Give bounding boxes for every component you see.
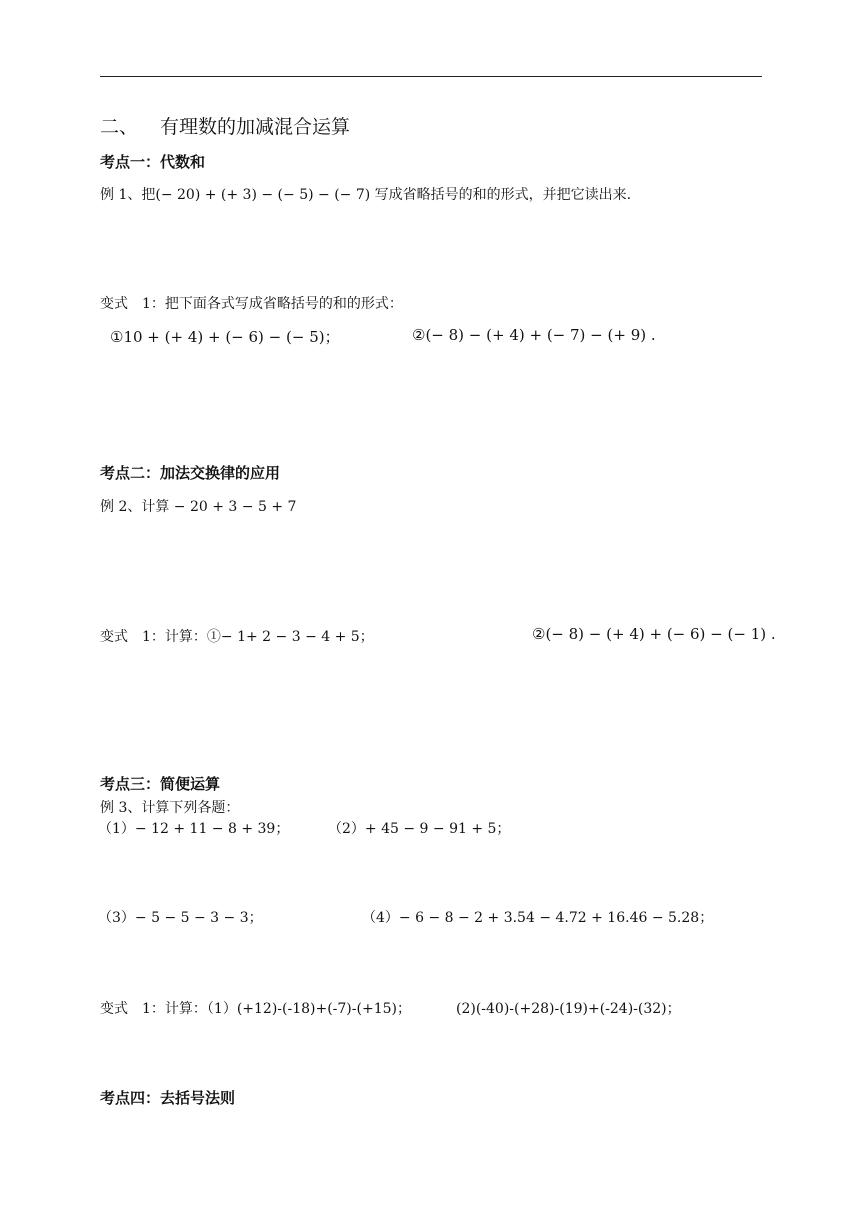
- example-1: 例 1、把(− 20) + (+ 3) − (− 5) − (− 7) 写成省略括号的和的形式，并把它读出来.: [100, 187, 632, 203]
- example-3-item-2: （2）+ 45 − 9 − 91 + 5；: [328, 821, 511, 837]
- section-number: 二、: [100, 116, 139, 138]
- topic4-heading: 考点四：去括号法则: [100, 1089, 236, 1107]
- section-heading: [100, 112, 350, 139]
- variant-2-expr-a: 变式 1：计算：①− 1+ 2 − 3 − 4 + 5；: [100, 629, 374, 645]
- example-3-item-1: （1）− 12 + 11 − 8 + 39；: [98, 821, 290, 837]
- variant-2-expr-b: ②(− 8) − (+ 4) + (− 6) − (− 1) .: [532, 625, 776, 643]
- example-2: 例 2、计算 − 20 + 3 − 5 + 7: [100, 499, 297, 515]
- example-3: 例 3、计算下列各题：: [100, 800, 240, 816]
- variant-1-expr-a: ①10 + (+ 4) + (− 6) − (− 5)；: [110, 328, 340, 346]
- section-title: 有理数的加减混合运算: [160, 116, 351, 138]
- example-3-item-3: （3）− 5 − 5 − 3 − 3；: [98, 910, 263, 926]
- header-rule: [100, 76, 762, 77]
- topic1-heading: 考点一：代数和: [100, 153, 206, 171]
- variant-3-expr-a: 变式 1：计算：（1）(+12)-(-18)+(-7)-(+15)；: [100, 1001, 411, 1017]
- topic3-heading: 考点三：简便运算: [100, 775, 221, 793]
- variant-3-expr-b: (2)(-40)-(+28)-(19)+(-24)-(32)；: [456, 1001, 681, 1017]
- variant-1-intro: 变式 1：把下面各式写成省略括号的和的形式：: [100, 296, 403, 312]
- variant-1-expr-b: ②(− 8) − (+ 4) + (− 7) − (+ 9) .: [412, 326, 656, 344]
- example-3-item-4: （4）− 6 − 8 − 2 + 3.54 − 4.72 + 16.46 − 5.28；: [362, 910, 714, 926]
- topic2-heading: 考点二：加法交换律的应用: [100, 464, 281, 482]
